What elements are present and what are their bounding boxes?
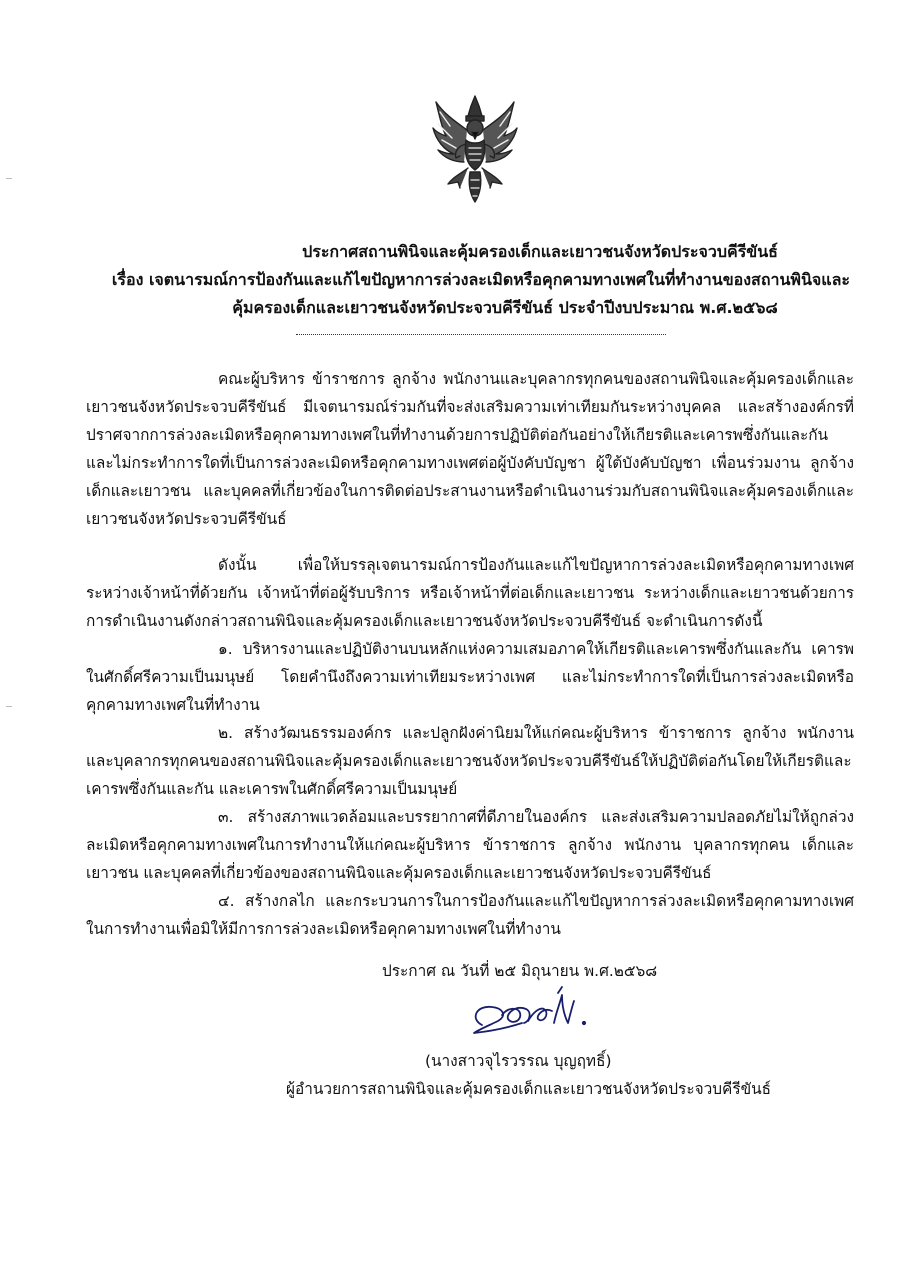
document-header [90, 238, 850, 322]
document-body [86, 365, 854, 943]
list-item-3: ๓. สร้างสภาพแวดล้อมและบรรยากาศที่ดีภายในองค์กร และส่งเสริมความปลอดภัยไม่ให้ถูกล่วงละเมิดหรือคุกคามทางเพศในการทำงานให้แก่คณะผู้บริหาร ข้าราชการ ลูกจ้าง พนักงาน บุคลากรทุกคน เด็กและเยาวชน และบุคคลที่เกี่ยวข้องของสถานพินิจและคุ้มครองเด็กและเยาวชนจังหวัดประจวบคีรีขันธ์ [86, 808, 854, 882]
signature-icon [462, 985, 612, 1040]
garuda-emblem-icon [430, 92, 520, 204]
header-title: ประกาศสถานพินิจและคุ้มครองเด็กและเยาวชนจังหวัดประจวบคีรีขันธ์ [302, 242, 778, 261]
signatory-position: ผู้อำนวยการสถานพินิจและคุ้มครองเด็กและเยาวชนจังหวัดประจวบคีรีขันธ์ [286, 1080, 772, 1098]
scan-mark [6, 706, 12, 707]
list-item-1: ๑. บริหารงานและปฏิบัติงานบนหลักแห่งความเสมอภาคให้เกียรติและเคารพซึ่งกันและกัน เคารพในศักดิ์ศรีความเป็นมนุษย์ โดยคำนึงถึงความเท่าเทียมระหว่างเพศ และไม่กระทำการใดที่เป็นการล่วงละเมิดหรือคุกคามทางเพศในที่ทำงาน [86, 640, 854, 714]
signatory-name: (นางสาวจุไรวรรณ บุญฤทธิ์) [425, 1052, 612, 1070]
scan-mark [6, 178, 12, 179]
therefore-paragraph: ดังนั้น เพื่อให้บรรลุเจตนารมณ์การป้องกันและแก้ไขปัญหาการล่วงละเมิดหรือคุกคามทางเพศระหว่างเจ้าหน้าที่ด้วยกัน เจ้าหน้าที่ต่อผู้รับบริการ หรือเจ้าหน้าที่ต่อเด็กและเยาวชน ระหว่างเด็กและเยาวชนด้วยการ การดำเนินงานดังกล่าวสถานพินิจและคุ้มครองเด็กและเยาวชนจังหวัดประจวบคีรีขันธ์ จะดำเนินการดังนี้ [86, 556, 854, 630]
list-item-4: ๔. สร้างกลไก และกระบวนการในการป้องกันและแก้ไขปัญหาการล่วงละเมิดหรือคุกคามทางเพศในการทำงานเพื่อมิให้มีการการล่วงละเมิดหรือคุกคามทางเพศในที่ทำงาน [86, 892, 854, 938]
announcement-date: ประกาศ ณ วันที่ ๒๕ มิถุนายน พ.ศ.๒๕๖๘ [382, 962, 658, 980]
intro-paragraph: คณะผู้บริหาร ข้าราชการ ลูกจ้าง พนักงานและบุคลากรทุกคนของสถานพินิจและคุ้มครองเด็กและเยาวชนจังหวัดประจวบคีรีขันธ์ มีเจตนารมณ์ร่วมกันที่จะส่งเสริมความเท่าเทียมกันระหว่างบุคคล และสร้างองค์กรที่ปราศจากการล่วงละเมิดหรือคุกคามทางเพศในที่ทำงานด้วยการปฏิบัติต่อกันอย่างให้เกียรติและเคารพซึ่งกันและกัน และไม่กระทำการใดที่เป็นการล่วงละเมิดหรือคุกคามทางเพศต่อผู้บังคับบัญชา ผู้ใต้บังคับบัญชา เพื่อนร่วมงาน ลูกจ้าง เด็กและเยาวชน และบุคคลที่เกี่ยวข้องในการติดต่อประสานงานหรือดำเนินงานร่วมกับสถานพินิจและคุ้มครองเด็กและเยาวชนจังหวัดประจวบคีรีขันธ์ [86, 370, 854, 528]
list-item-2: ๒. สร้างวัฒนธรรมองค์กร และปลูกฝังค่านิยมให้แก่คณะผู้บริหาร ข้าราชการ ลูกจ้าง พนักงาน และบุคลากรทุกคนของสถานพินิจและคุ้มครองเด็กและเยาวชนจังหวัดประจวบคีรีขันธ์ให้ปฏิบัติต่อกันโดยให้เกียรติและเคารพซึ่งกันและกัน และเคารพในศักดิ์ศรีความเป็นมนุษย์ [86, 724, 854, 798]
header-subject: เรื่อง เจตนารมณ์การป้องกันและแก้ไขปัญหาการล่วงละเมิดหรือคุกคามทางเพศในที่ทำงานของสถานพินิจและ [111, 270, 850, 289]
dotted-separator [296, 322, 666, 335]
header-subject-continued: คุ้มครองเด็กและเยาวชนจังหวัดประจวบคีรีขันธ์ ประจำปีงบประมาณ พ.ศ.๒๕๖๘ [232, 298, 778, 317]
